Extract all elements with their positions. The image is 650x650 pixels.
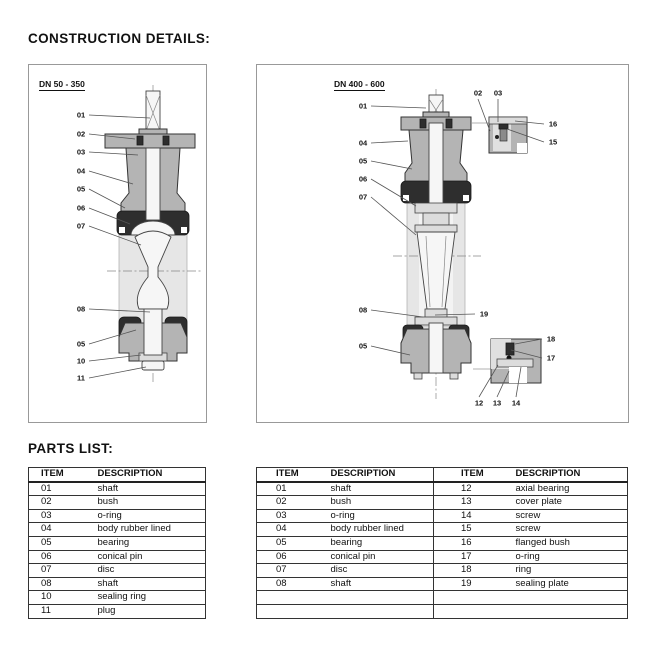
table-cell: 05: [29, 536, 86, 550]
table-row: [257, 577, 628, 591]
table-cell: 01: [257, 482, 319, 496]
table-cell: 19: [434, 577, 502, 591]
table-cell: 17: [434, 550, 502, 564]
table-cell: conical pin: [86, 550, 206, 564]
callout-label-05: 05: [358, 341, 368, 351]
detail-top-flanged-bush: [471, 117, 527, 153]
table-cell: 03: [257, 509, 319, 523]
table-header: ITEM: [257, 468, 319, 482]
table-header: ITEM: [29, 468, 86, 482]
table-cell: o-ring: [319, 509, 434, 523]
table-cell: 08: [29, 577, 86, 591]
table-cell: [434, 591, 502, 605]
table-row: [29, 577, 206, 591]
table-row: [257, 604, 628, 618]
table-cell: conical pin: [319, 550, 434, 564]
table-cell: ring: [502, 564, 628, 578]
callout-label-16: 16: [548, 119, 558, 129]
callout-label-14: 14: [511, 398, 521, 408]
parts-table-right: [256, 467, 628, 619]
construction-details-title: CONSTRUCTION DETAILS:: [28, 31, 211, 46]
lower-shaft: [144, 309, 162, 355]
bolt: [414, 373, 422, 379]
callout-label-15: 15: [548, 137, 558, 147]
callout-label-02: 02: [473, 88, 483, 98]
table-cell: [502, 604, 628, 618]
bolt: [450, 373, 458, 379]
table-cell: 05: [257, 536, 319, 550]
table-header: ITEM: [434, 468, 502, 482]
table-row: [29, 536, 206, 550]
table-cell: bearing: [86, 536, 206, 550]
table-cell: body rubber lined: [86, 523, 206, 537]
valve-cross-section-dn50-350: [29, 65, 206, 422]
table-cell: plug: [86, 604, 206, 618]
callout-label-19: 19: [479, 309, 489, 319]
valve-cross-section-dn400-600: [257, 65, 628, 422]
table-cell: 08: [257, 577, 319, 591]
table-cell: body rubber lined: [319, 523, 434, 537]
table-row: [29, 509, 206, 523]
table-row: [29, 523, 206, 537]
table-cell: 06: [257, 550, 319, 564]
table-cell: shaft: [86, 577, 206, 591]
detail-bottom-axial-bearing: [473, 339, 541, 383]
callout-label-17: 17: [546, 353, 556, 363]
callout-label-01: 01: [358, 101, 368, 111]
callout-label-11: 11: [77, 373, 85, 383]
table-row: [257, 523, 628, 537]
table-row: [257, 496, 628, 510]
table-cell: [319, 604, 434, 618]
table-header: DESCRIPTION: [86, 468, 206, 482]
table-cell: [502, 591, 628, 605]
table-cell: 02: [29, 496, 86, 510]
table-cell: bush: [319, 496, 434, 510]
table-cell: disc: [319, 564, 434, 578]
table-cell: 07: [29, 564, 86, 578]
table-cell: shaft: [319, 577, 434, 591]
table-row: [257, 564, 628, 578]
table-cell: 13: [434, 496, 502, 510]
plug: [142, 361, 164, 370]
table-cell: screw: [502, 509, 628, 523]
table-row: [257, 509, 628, 523]
table-cell: 11: [29, 604, 86, 618]
table-cell: 14: [434, 509, 502, 523]
dn-range-label-left: DN 50 - 350: [39, 79, 85, 89]
table-cell: 01: [29, 482, 86, 496]
table-cell: sealing ring: [86, 591, 206, 605]
callout-label-18: 18: [546, 334, 556, 344]
table-cell: 07: [257, 564, 319, 578]
callout-label-05: 05: [76, 184, 86, 194]
table-row: [29, 496, 206, 510]
table-row: [257, 482, 628, 496]
table-cell: disc: [86, 564, 206, 578]
table-cell: o-ring: [86, 509, 206, 523]
table-row: [29, 591, 206, 605]
callout-label-07: 07: [76, 221, 86, 231]
table-cell: shaft: [86, 482, 206, 496]
callout-label-08: 08: [358, 305, 368, 315]
table-row: [257, 591, 628, 605]
diagram-dn50-350: [28, 64, 207, 423]
neck-body: [401, 123, 471, 205]
callout-label-02: 02: [76, 129, 86, 139]
callout-label-10: 10: [76, 356, 86, 366]
callout-label-03: 03: [493, 88, 503, 98]
callout-label-05: 05: [358, 156, 368, 166]
callout-label-08: 08: [76, 304, 86, 314]
table-cell: o-ring: [502, 550, 628, 564]
diagram-dn400-600: [256, 64, 629, 423]
table-cell: 03: [29, 509, 86, 523]
callout-label-13: 13: [492, 398, 502, 408]
callout-label-06: 06: [76, 203, 86, 213]
callout-label-05: 05: [76, 339, 86, 349]
callout-label-04: 04: [358, 138, 368, 148]
table-cell: [434, 604, 502, 618]
table-cell: 12: [434, 482, 502, 496]
table-row: [257, 550, 628, 564]
table-cell: shaft: [319, 482, 434, 496]
table-cell: bearing: [319, 536, 434, 550]
table-cell: [257, 604, 319, 618]
table-row: [29, 550, 206, 564]
table-cell: cover plate: [502, 496, 628, 510]
table-cell: sealing plate: [502, 577, 628, 591]
table-cell: 06: [29, 550, 86, 564]
parts-list-title: PARTS LIST:: [28, 441, 114, 456]
callout-label-12: 12: [474, 398, 484, 408]
callout-label-01: 01: [76, 110, 86, 120]
table-cell: 15: [434, 523, 502, 537]
table-cell: 04: [29, 523, 86, 537]
table-cell: screw: [502, 523, 628, 537]
dn-range-label-right: DN 400 - 600: [334, 79, 385, 89]
table-cell: axial bearing: [502, 482, 628, 496]
table-row: [29, 564, 206, 578]
callout-label-04: 04: [76, 166, 86, 176]
table-header: DESCRIPTION: [502, 468, 628, 482]
parts-table-left: [28, 467, 206, 619]
table-cell: 02: [257, 496, 319, 510]
callout-label-07: 07: [358, 192, 368, 202]
table-row: [29, 482, 206, 496]
table-row: [29, 604, 206, 618]
table-header: DESCRIPTION: [319, 468, 434, 482]
table-cell: 10: [29, 591, 86, 605]
top-flange: [105, 129, 195, 148]
callout-label-06: 06: [358, 174, 368, 184]
bottom-bush: [401, 323, 471, 379]
table-cell: 04: [257, 523, 319, 537]
table-cell: [319, 591, 434, 605]
table-cell: bush: [86, 496, 206, 510]
table-cell: 18: [434, 564, 502, 578]
callout-label-03: 03: [76, 147, 86, 157]
table-cell: flanged bush: [502, 536, 628, 550]
table-row: [257, 536, 628, 550]
table-cell: 16: [434, 536, 502, 550]
table-cell: [257, 591, 319, 605]
